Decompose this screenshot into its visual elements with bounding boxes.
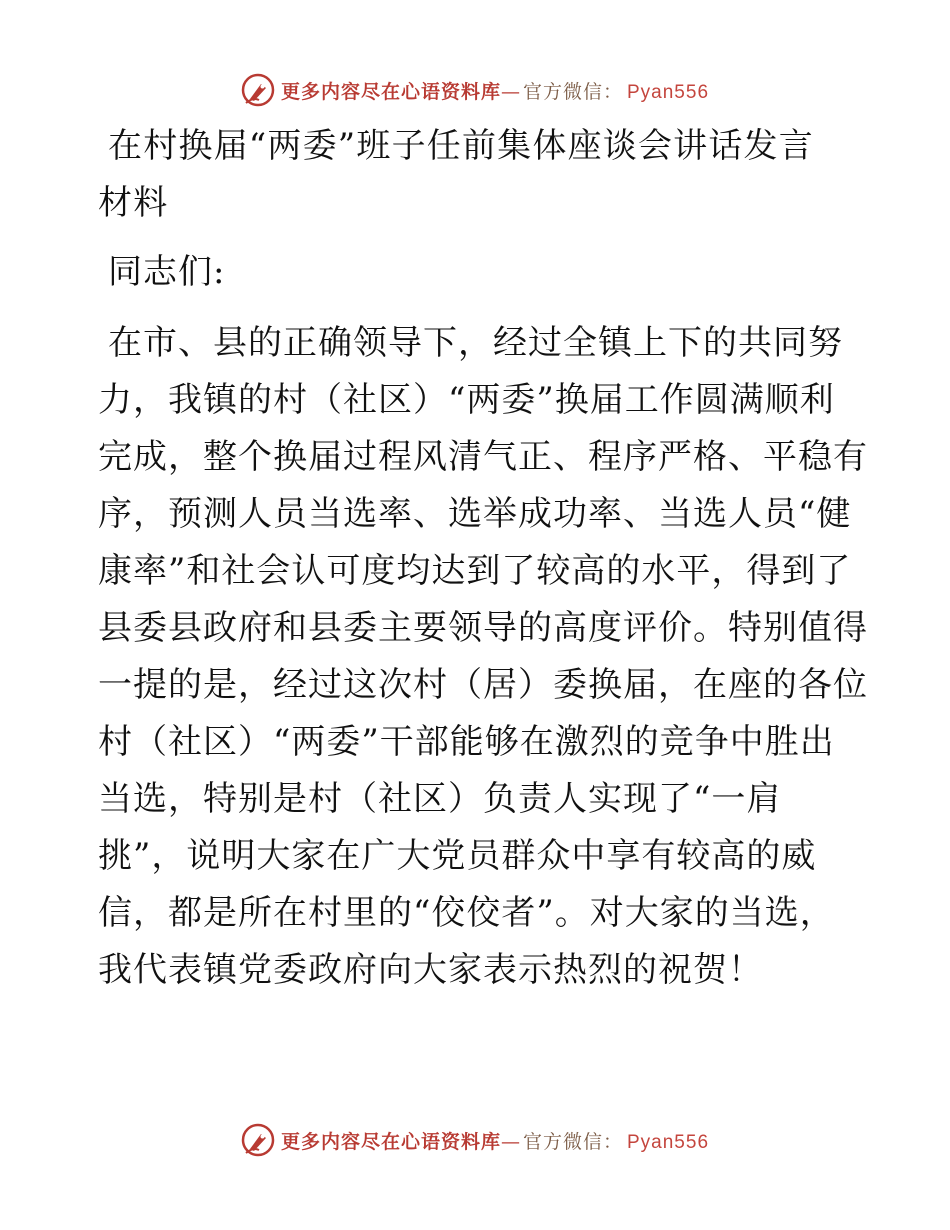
banner-wechat-label: 官方微信： <box>522 80 623 103</box>
paragraph-line: 当选，特别是村（社区）负责人实现了“一肩 <box>98 779 782 819</box>
banner-separator: — <box>500 80 521 103</box>
paragraph-line: 序，预测人员当选率、选举成功率、当选人员“健 <box>98 494 852 534</box>
paragraph-line: 村（社区）“两委”干部能够在激烈的竞争中胜出 <box>98 722 835 762</box>
paragraph-line: 一提的是，经过这次村（居）委换届，在座的各位 <box>98 665 868 705</box>
banner-separator: — <box>500 1130 521 1153</box>
banner-wechat-id: Pyan556 <box>627 1131 710 1153</box>
header-banner <box>0 70 950 110</box>
paragraph-line: 康率”和社会认可度均达到了较高的水平，得到了 <box>98 551 852 591</box>
salutation: 同志们: <box>108 252 226 292</box>
paragraph-line: 信，都是所在村里的“佼佼者”。对大家的当选， <box>98 893 835 933</box>
paragraph-line: 在市、县的正确领导下，经过全镇上下的共同努 <box>108 323 843 363</box>
pen-nib-logo-icon <box>241 73 275 107</box>
footer-banner <box>0 1120 950 1160</box>
paragraph-line: 我代表镇党委政府向大家表示热烈的祝贺！ <box>98 950 763 990</box>
document-title-line-1: 在村换届“两委”班子任前集体座谈会讲话发言 <box>108 126 814 166</box>
document-body <box>98 118 868 999</box>
paragraph-line: 县委县政府和县委主要领导的高度评价。特别值得 <box>98 608 868 648</box>
banner-wechat-label: 官方微信： <box>522 1130 623 1153</box>
banner-text: 更多内容尽在心语资料库 <box>280 80 501 103</box>
paragraph-line: 力，我镇的村（社区）“两委”换届工作圆满顺利 <box>98 380 835 420</box>
paragraph-line: 挑”，说明大家在广大党员群众中享有较高的威 <box>98 836 817 876</box>
document-title-line-2: 材料 <box>98 183 169 223</box>
banner-wechat-id: Pyan556 <box>627 81 710 103</box>
pen-nib-logo-icon <box>241 1123 275 1157</box>
paragraph-line: 完成，整个换届过程风清气正、程序严格、平稳有 <box>98 437 868 477</box>
banner-text: 更多内容尽在心语资料库 <box>280 1130 501 1153</box>
